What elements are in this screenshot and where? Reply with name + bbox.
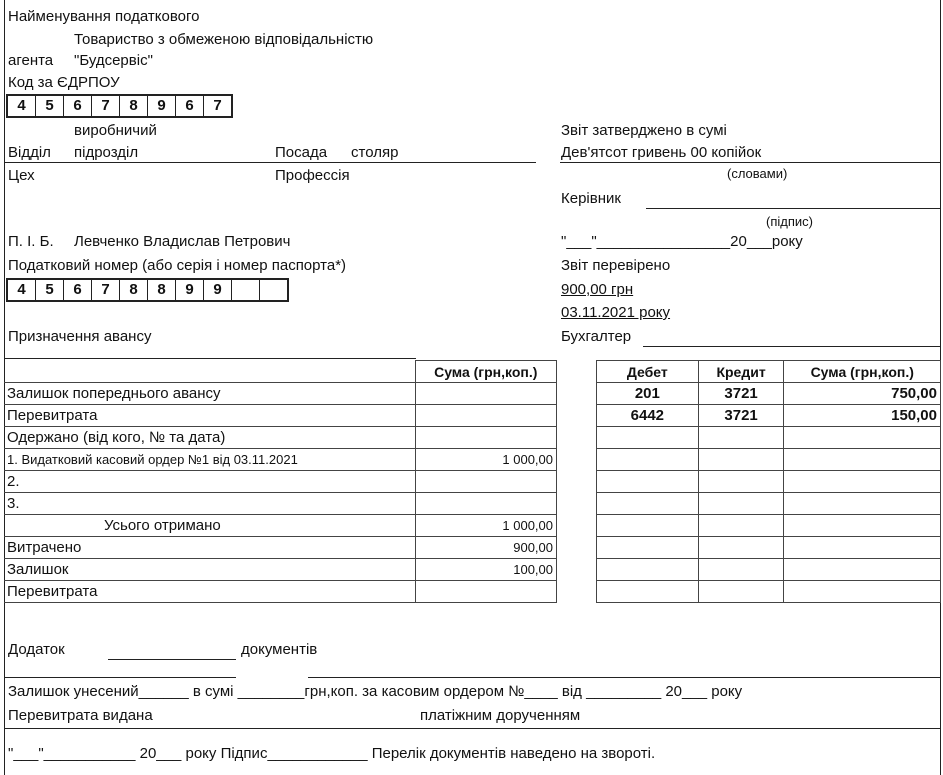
row-label: Залишок попереднього авансу [4,383,415,405]
entry-cell: 3721 [698,383,784,405]
agent-name-line1: Товариство з обмеженою відповідальністю [74,31,374,48]
approved-underline [560,162,940,163]
entry-cell [784,449,941,471]
entries-header: Дебет [597,361,699,383]
pib-value: Левченко Владислав Петрович [74,233,291,250]
entry-cell [784,537,941,559]
tax-number-digit: 4 [8,280,36,300]
edrpou-digit: 8 [120,96,148,116]
table-row [4,559,557,581]
tax-number-box [6,278,289,302]
edrpou-digit: 7 [213,97,222,114]
accounting-entries-table [596,360,941,603]
table-row [597,537,941,559]
agent-name-line2: "Будсервіс" [74,52,153,69]
row-value: 1 000,00 [415,449,557,471]
entry-cell [597,537,699,559]
position-label: Посада [275,144,328,161]
pib-label: П. І. Б. [8,233,54,250]
table-row [597,471,941,493]
head-signature-line [646,208,940,209]
attachment-count-line [108,659,236,660]
accountant-label: Бухгалтер [561,328,632,345]
overspend-label: Перевитрата видана [8,707,153,724]
entry-cell [784,515,941,537]
entry-cell: 201 [597,383,699,405]
edrpou-digit: 4 [8,96,36,116]
edrpou-digit: 9 [148,96,176,116]
tax-number-digit: 8 [120,280,148,300]
head-label: Керівник [561,190,621,207]
entry-cell [784,493,941,515]
tax-number-digit: 8 [148,280,176,300]
sum-header: Сума (грн,коп.) [415,361,557,383]
row-label: Залишок [4,559,415,581]
bottom-separator-left [4,677,236,678]
entry-cell [597,493,699,515]
table-row [4,471,557,493]
edrpou-code-box [6,94,233,118]
row-value [415,581,557,603]
footer-line: "___"___________ 20___ року Підпис____________ Перелік документів наведено на звороті. [8,745,656,762]
tax-number-digit [260,280,287,300]
checked-label: Звіт перевірено [561,257,671,274]
footer-separator [4,728,940,729]
entry-cell [597,515,699,537]
entry-cell [698,427,784,449]
row-value [415,405,557,427]
checked-date: 03.11.2021 року [561,304,671,321]
row-label: 3. [4,493,415,515]
tax-number-digit: 9 [176,280,204,300]
approval-date-line: "___"________________20___року [561,233,803,250]
accountant-signature-line [643,346,940,347]
entries-header: Сума (грн,коп.) [784,361,941,383]
row-value: 1 000,00 [415,515,557,537]
entry-cell [597,471,699,493]
row-label: 2. [4,471,415,493]
position-value: столяр [351,144,399,161]
approved-sum-words: Дев'ятсот гривень 00 копійок [561,144,762,161]
entry-cell [784,471,941,493]
row-value: 900,00 [415,537,557,559]
row-value [415,471,557,493]
payment-order-label: платіжним дорученням [420,707,581,724]
entries-header: Кредит [698,361,784,383]
entry-cell: 6442 [597,405,699,427]
entry-cell [698,493,784,515]
tax-number-digit [232,280,260,300]
row-label: Витрачено [4,537,415,559]
table-row [597,449,941,471]
entry-cell [597,581,699,603]
entry-cell [784,427,941,449]
entry-cell [698,537,784,559]
profession-label: Профессія [275,167,350,184]
entry-cell [698,581,784,603]
tax-number-digit: 9 [204,280,232,300]
entry-cell [698,449,784,471]
entry-cell [698,471,784,493]
purpose-label: Призначення авансу [8,328,152,345]
row-label: 1. Видатковий касовий ордер №1 від 03.11.2021 [4,449,415,471]
advance-table [4,360,557,603]
entry-cell [698,515,784,537]
edrpou-digit: 7 [92,96,120,116]
entry-cell: 3721 [698,405,784,427]
table-row [4,581,557,603]
agent-label: Найменування податкового [8,8,200,25]
entry-cell [597,559,699,581]
table-row [597,581,941,603]
approved-label: Звіт затверджено в сумі [561,122,727,139]
attachment-label: Додаток [8,641,65,658]
row-value: 100,00 [415,559,557,581]
tax-number-label: Податковий номер (або серія і номер паспорта*) [8,257,347,274]
signature-caption: (підпис) [766,214,813,229]
table-row [4,405,557,427]
table-row [597,427,941,449]
entry-cell [698,559,784,581]
entry-cell [784,559,941,581]
department-underline [4,162,536,163]
table-row [4,427,557,449]
purpose-underline [4,358,416,359]
edrpou-digit: 5 [36,96,64,116]
remainder-line: Залишок унесений______ в сумі ________грн,коп. за касовим ордером №____ від _________ 20___ року [8,683,743,700]
entry-cell [784,581,941,603]
row-label: Усього отримано [4,515,415,537]
tax-number-digit: 6 [64,280,92,300]
row-value [415,383,557,405]
entry-cell [597,449,699,471]
row-label: Перевитрата [4,405,415,427]
checked-sum: 900,00 грн [561,281,634,298]
bottom-separator-right [308,677,940,678]
row-value [415,427,557,449]
table-row [597,383,941,405]
table-row [4,383,557,405]
table-row [4,515,557,537]
table-row [597,515,941,537]
tax-number-digit: 7 [92,280,120,300]
edrpou-label: Код за ЄДРПОУ [8,74,120,91]
table-row [597,405,941,427]
table-row [4,449,557,471]
table-row [597,559,941,581]
department-value-line2: підрозділ [74,144,139,161]
row-value [415,493,557,515]
in-words-caption: (словами) [727,166,788,181]
entry-cell: 750,00 [784,383,941,405]
agent-label-2: агента [8,52,54,69]
department-value-line1: виробничий [74,122,157,139]
tax-number-digit: 5 [36,280,64,300]
table-row [4,493,557,515]
table-row [597,493,941,515]
documents-label: документів [241,641,318,658]
edrpou-digit: 6 [64,96,92,116]
row-label: Одержано (від кого, № та дата) [4,427,415,449]
row-label: Перевитрата [4,581,415,603]
shop-label: Цех [8,167,35,184]
edrpou-digit: 6 [176,96,204,116]
entry-cell [597,427,699,449]
department-label: Відділ [8,144,51,161]
table-row [4,537,557,559]
entry-cell: 150,00 [784,405,941,427]
